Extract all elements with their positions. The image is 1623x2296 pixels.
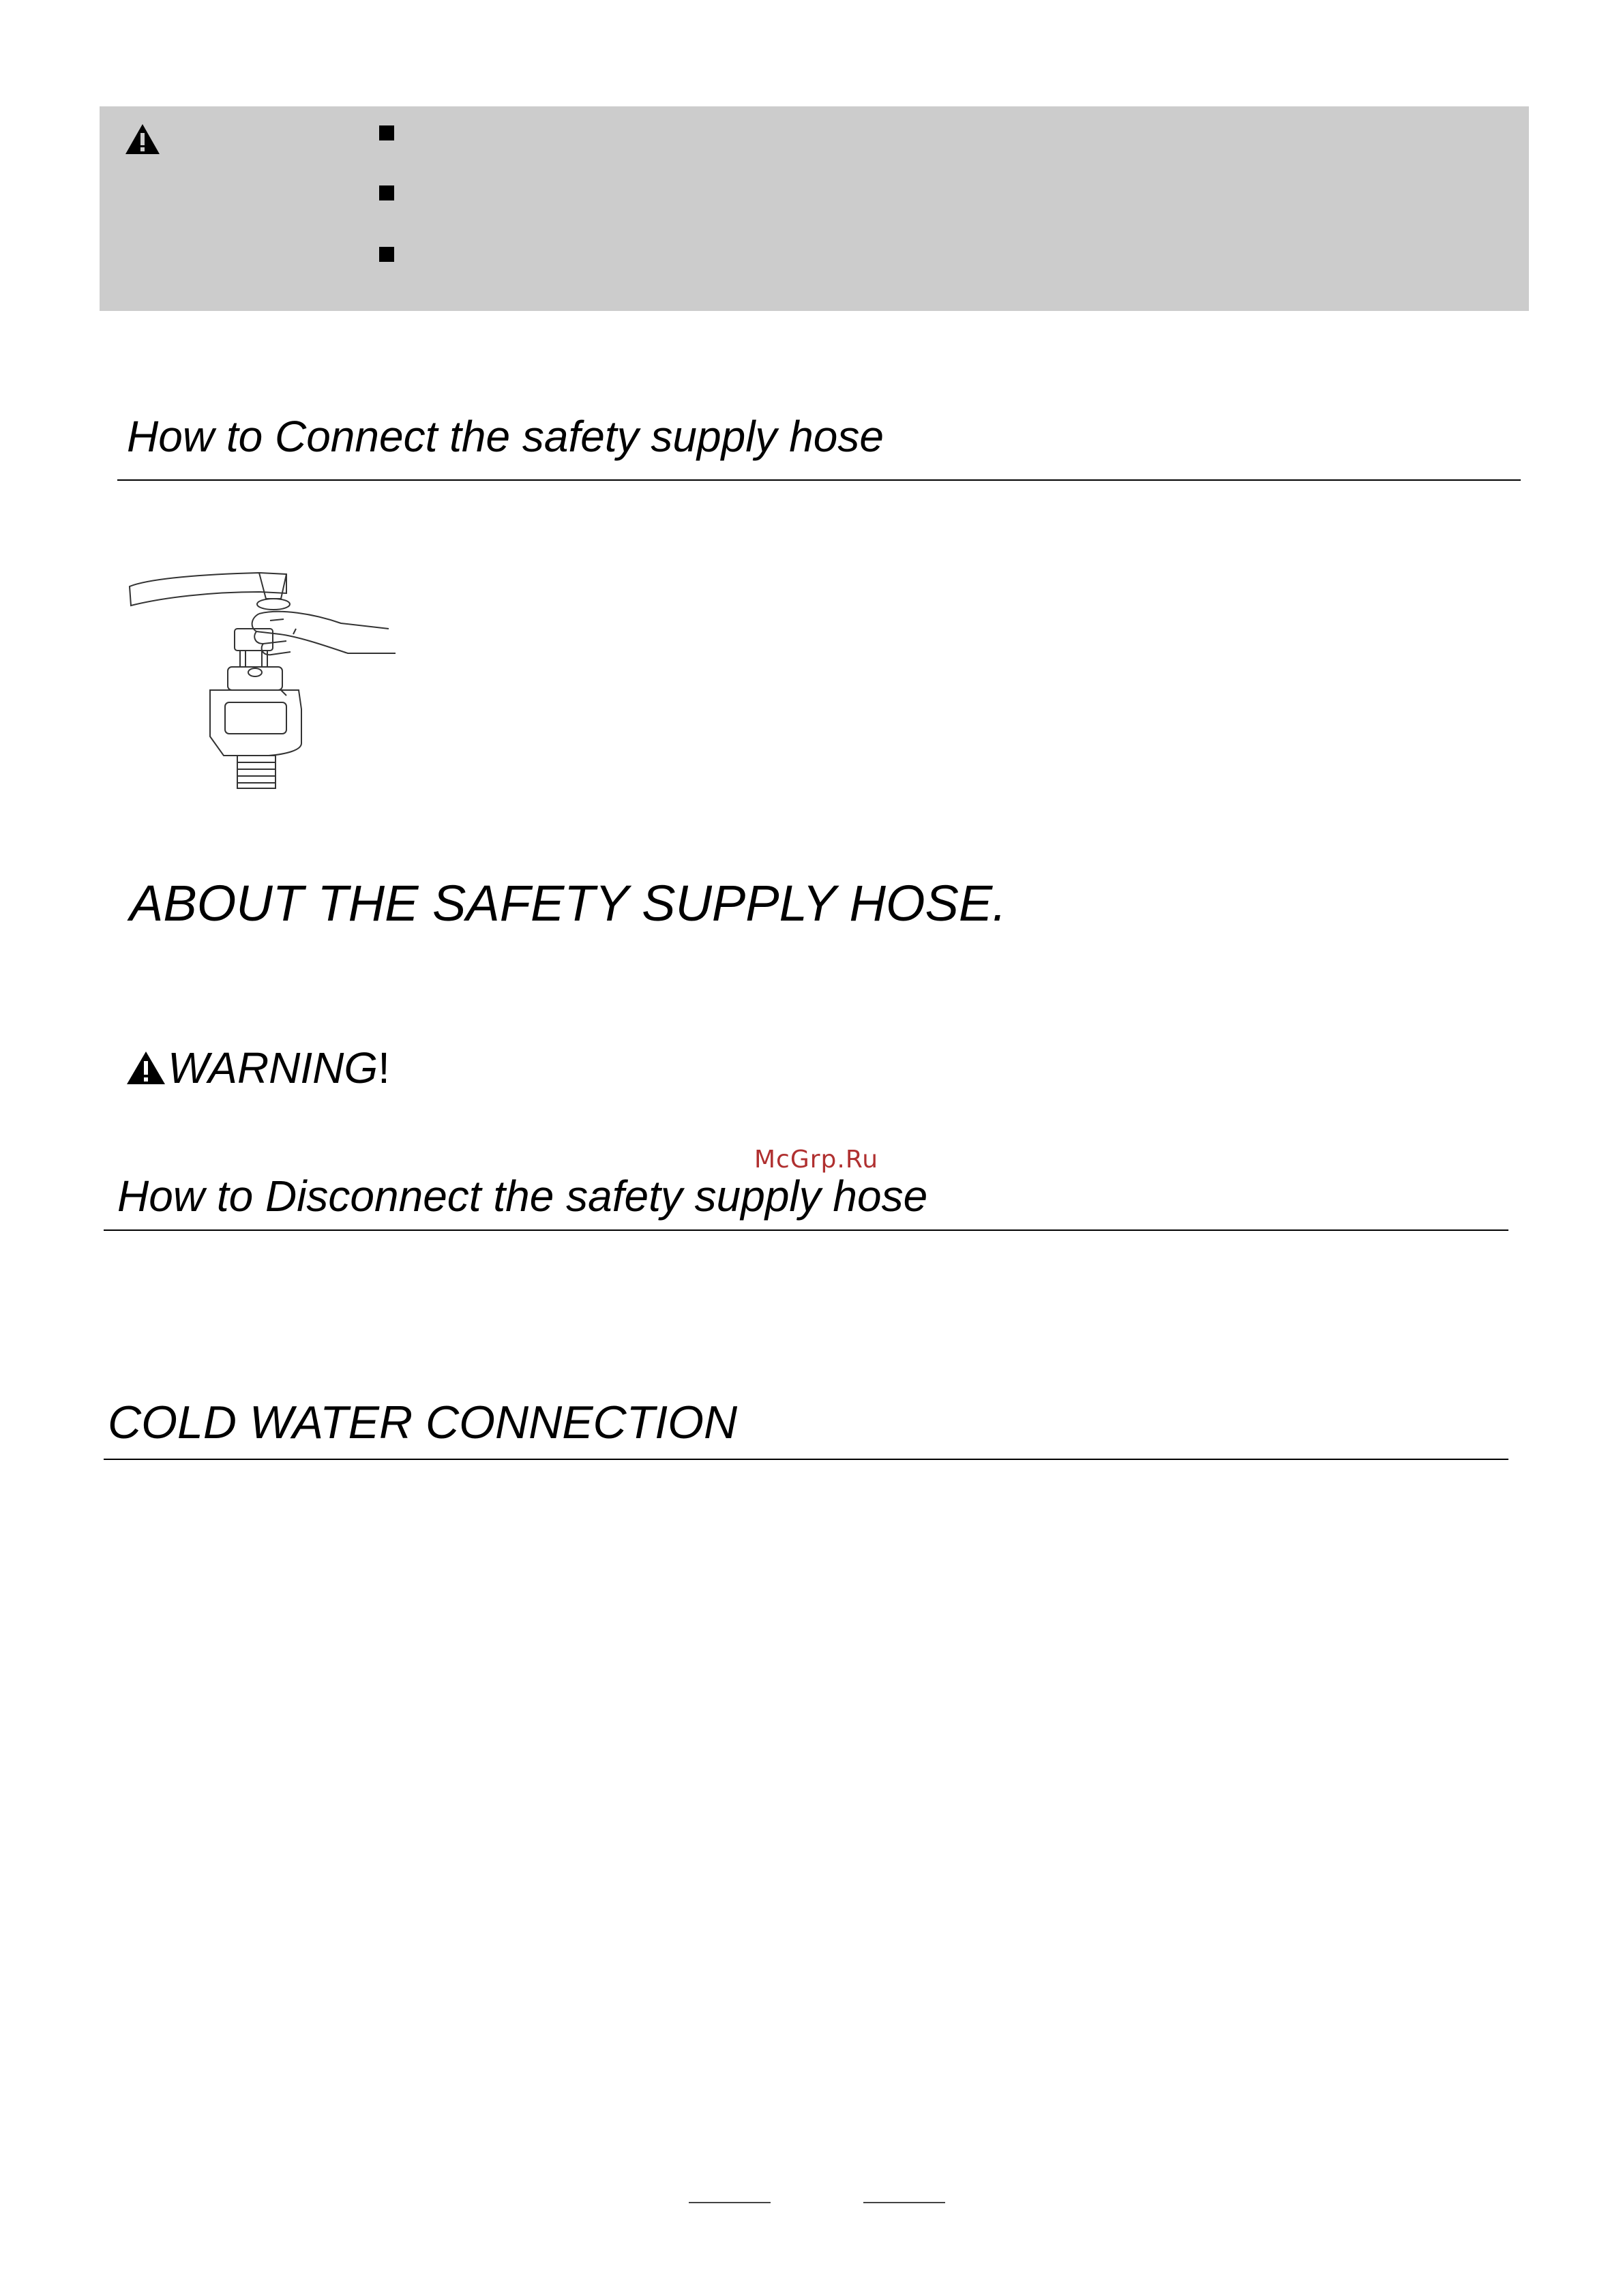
- footer-dash-left: [689, 2202, 771, 2203]
- footer-dash-right: [863, 2202, 945, 2203]
- disconnect-heading-rule: [104, 1229, 1508, 1231]
- connect-heading: How to Connect the safety supply hose: [127, 412, 884, 461]
- warning-word: WARNING: [168, 1043, 378, 1092]
- watermark: McGrp.Ru: [754, 1146, 879, 1174]
- square-bullet: [379, 185, 394, 200]
- about-heading: ABOUT THE SAFETY SUPPLY HOSE.: [130, 875, 1007, 931]
- warning-triangle-icon: [125, 1050, 166, 1086]
- cold-water-heading: COLD WATER CONNECTION: [108, 1397, 738, 1448]
- cold-water-heading-rule: [104, 1459, 1508, 1460]
- warning-box: [100, 106, 1529, 311]
- square-bullet: [379, 247, 394, 262]
- warning-triangle-icon: [124, 123, 161, 155]
- connect-heading-rule: [117, 479, 1521, 481]
- faucet-hose-connection-illustration: [123, 566, 409, 798]
- warning-label: [168, 1043, 390, 1092]
- warning-exclamation: !: [378, 1043, 390, 1092]
- square-bullet: [379, 125, 394, 140]
- disconnect-heading: How to Disconnect the safety supply hose: [117, 1172, 928, 1221]
